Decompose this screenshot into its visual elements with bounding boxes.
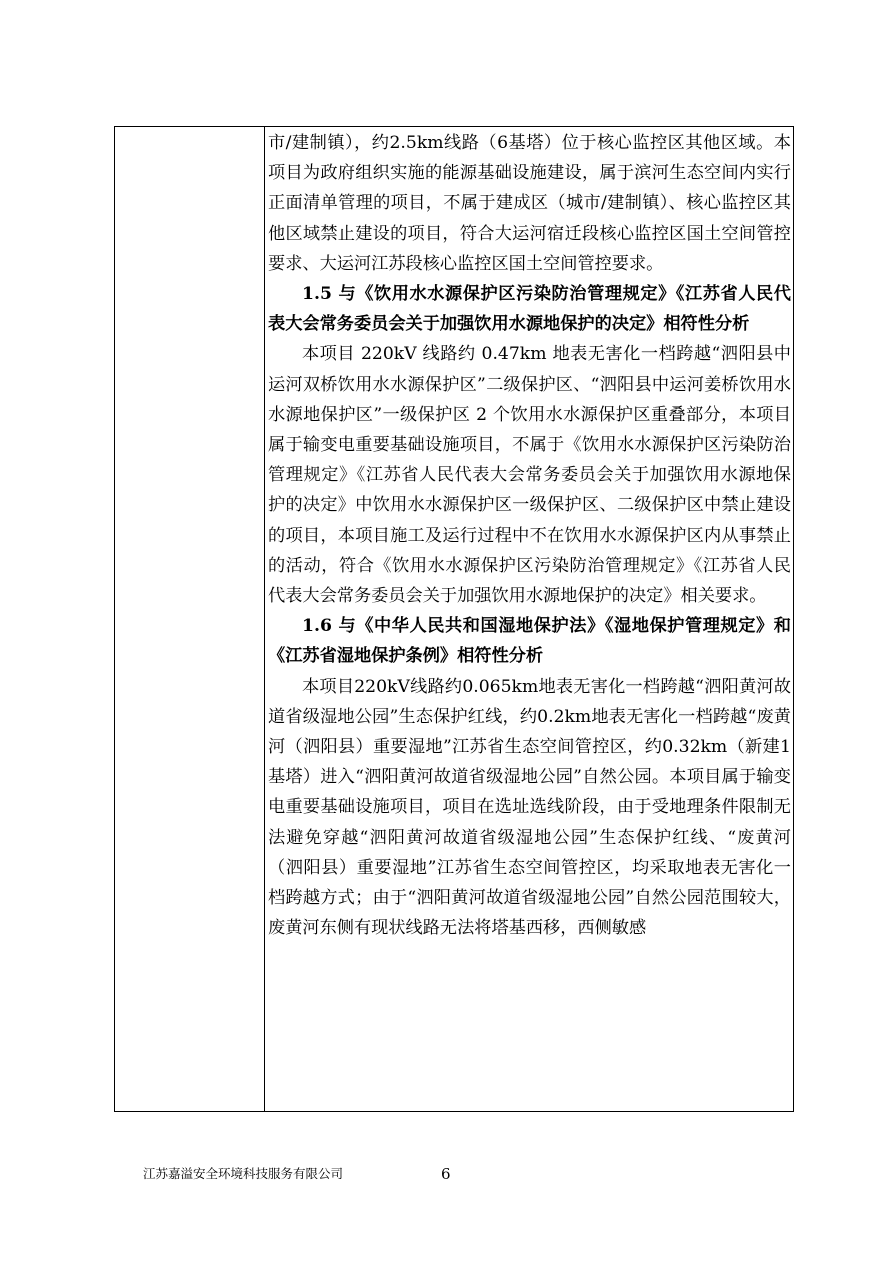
- table-column-divider: [264, 126, 265, 1112]
- footer-company-name: 江苏嘉溢安全环境科技服务有限公司: [143, 1166, 344, 1181]
- footer-page-number: 6: [441, 1165, 451, 1183]
- paragraph-continuation: 市/建制镇），约2.5km线路（6基塔）位于核心监控区其他区域。本项目为政府组织实施的能源基础设施建设，属于滨河生态空间内实行正面清单管理的项目，不属于建成区（城市/建制镇）、核心监控区其他区域禁止建设的项目，符合大运河宿迁段核心监控区国土空间管控要求、大运河江苏段核心监控区国土空间管控要求。: [268, 133, 791, 274]
- section-heading-1-5: 1.5 与《饮用水水源保护区污染防治管理规定》《江苏省人民代表大会常务委员会关于加强饮用水源地保护的决定》相符性分析: [268, 284, 791, 335]
- table-content-cell: [268, 128, 791, 943]
- section-heading-1-6: 1.6 与《中华人民共和国湿地保护法》《湿地保护管理规定》和《江苏省湿地保护条例》相符性分析: [268, 616, 791, 667]
- paragraph-section-1-6: 本项目220kV线路约0.065km地表无害化一档跨越“泗阳黄河故道省级湿地公园”生态保护红线，约0.2km地表无害化一档跨越“废黄河（泗阳县）重要湿地”江苏省生态空间管控区，约0.32km（新建1基塔）进入“泗阳黄河故道省级湿地公园”自然公园。本项目属于输变电重要基础设施项目，项目在选址选线阶段，由于受地理条件限制无法避免穿越“泗阳黄河故道省级湿地公园”生态保护红线、“废黄河（泗阳县）重要湿地”江苏省生态空间管控区，均采取地表无害化一档跨越方式；由于“泗阳黄河故道省级湿地公园”自然公园范围较大，废黄河东侧有现状线路无法将塔基西移，西侧敏感: [268, 676, 791, 939]
- paragraph-section-1-5: 本项目 220kV 线路约 0.47km 地表无害化一档跨越“泗阳县中运河双桥饮用水水源保护区”二级保护区、“泗阳县中运河姜桥饮用水水源地保护区”一级保护区 2 个饮用水水源保护区重叠部分，本项目属于输变电重要基础设施项目，不属于《饮用水水源保护区污染防治管理规定》《江苏省人民代表大会常务委员会关于加强饮用水源地保护的决定》中饮用水水源保护区一级保护区、二级保护区中禁止建设的项目，本项目施工及运行过程中不在饮用水水源保护区内从事禁止的活动，符合《饮用水水源保护区污染防治管理规定》《江苏省人民代表大会常务委员会关于加强饮用水源地保护的决定》相关要求。: [268, 344, 791, 607]
